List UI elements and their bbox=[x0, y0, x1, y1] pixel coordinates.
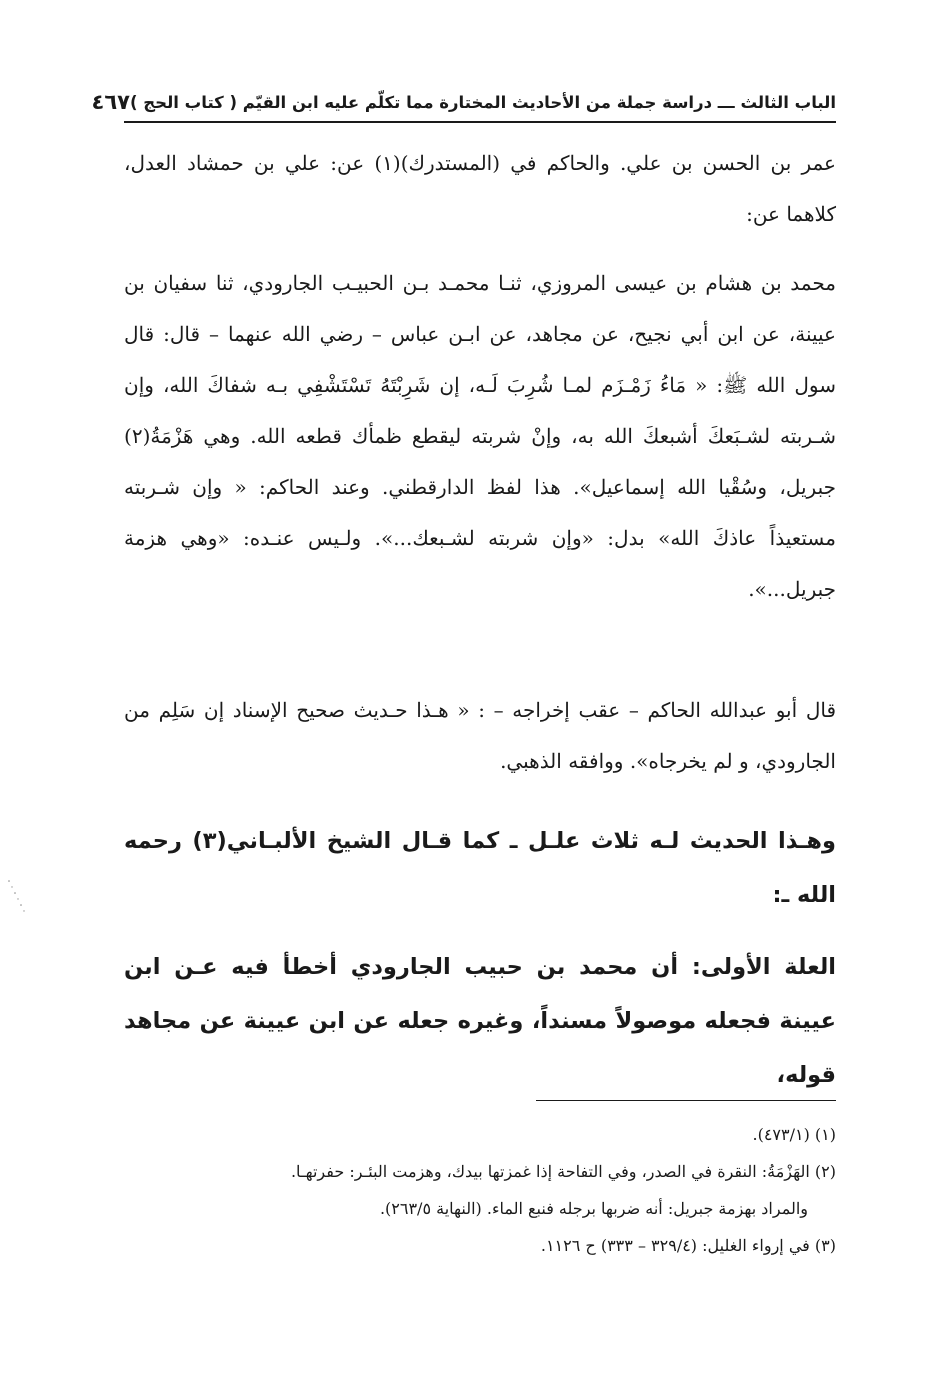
running-header bbox=[91, 86, 836, 118]
footnote-2: (٢) الهَزْمَةُ: النقرة في الصدر، وفي التفاحة إذا غمزتها بيدك، وهزمت البئـر: حفرتهـا. bbox=[290, 1162, 836, 1181]
footnotes bbox=[124, 1116, 836, 1264]
paragraph-narrators-intro: عمر بن الحسن بن علي. والحاكم في (المستدرك)(١) عن: علي بن حمشاد العدل، كلاهما عن: bbox=[124, 151, 836, 226]
header-rule bbox=[124, 121, 836, 123]
page-number: ٤٦٧ bbox=[91, 90, 130, 114]
footnote-1: (١) (٤٧٣/١). bbox=[752, 1125, 836, 1144]
paragraph-defects-heading: وهـذا الحديث لـه ثلاث علـل ـ كما قـال الشيخ الألبـاني(٣) رحمه الله ـ: bbox=[124, 828, 836, 908]
footnote-3: (٣) في إرواء الغليل: (٣٢٩/٤ – ٣٣٣) ح ١١٢٦. bbox=[540, 1236, 836, 1255]
footnote-separator bbox=[536, 1100, 836, 1101]
chapter-title: الباب الثالث ـــ دراسة جملة من الأحاديث المختارة مما تكلّم عليه ابن القيّم ( كتاب الحج ) bbox=[130, 92, 836, 112]
paragraph-hadith-text: محمد بن هشام بن عيسى المروزي، ثنـا محمـد بـن الحبيـب الجارودي، ثنا سفيان بن عيينة، عن ابن أبي نجيح، عن مجاهد، عن ابـن عباس – رضي الله عنهما – قال: قال سول الله ﷺ: « مَاءُ زَمْـزَم لمـا شُرِبَ لَـه، إن شَرِبْتَهُ تَسْتَشْفِي بـه شفاكَ الله، وإن شـربته لشـبَعكَ أشبعكَ الله به، وإنْ شربته ليقطع ظمأك قطعه الله. وهي هَزْمَةُ(٢) جبريل، وسُقْيا الله إسماعيل». هذا لفظ الدارقطني. وعند الحاكم: « وإن شـربته مستعيذاً عاذكَ الله» بدل: «وإن شربته لشـبعك...». ولـيس عنـده: «وهي هزمة جبريل...». bbox=[124, 271, 837, 601]
scan-margin-speckle bbox=[6, 878, 28, 918]
footnote-2-continued: والمراد بهزمة جبريل: أنه ضربها برجله فنبع الماء. (النهاية ٢٦٣/٥). bbox=[379, 1199, 808, 1218]
paragraph-hakim-grading: قال أبو عبدالله الحاكم – عقب إخراجه – : « هـذا حـديث صحيح الإسناد إن سَلِم من الجارودي، و لم يخرجاه». ووافقه الذهبي. bbox=[124, 698, 836, 773]
paragraph-first-defect: العلة الأولى: أن محمد بن حبيب الجارودي أخطأ فيه عـن ابن عيينة فجعله موصولاً مسنداً، وغيره جعله عن ابن عيينة عن مجاهد قوله، bbox=[124, 954, 836, 1088]
